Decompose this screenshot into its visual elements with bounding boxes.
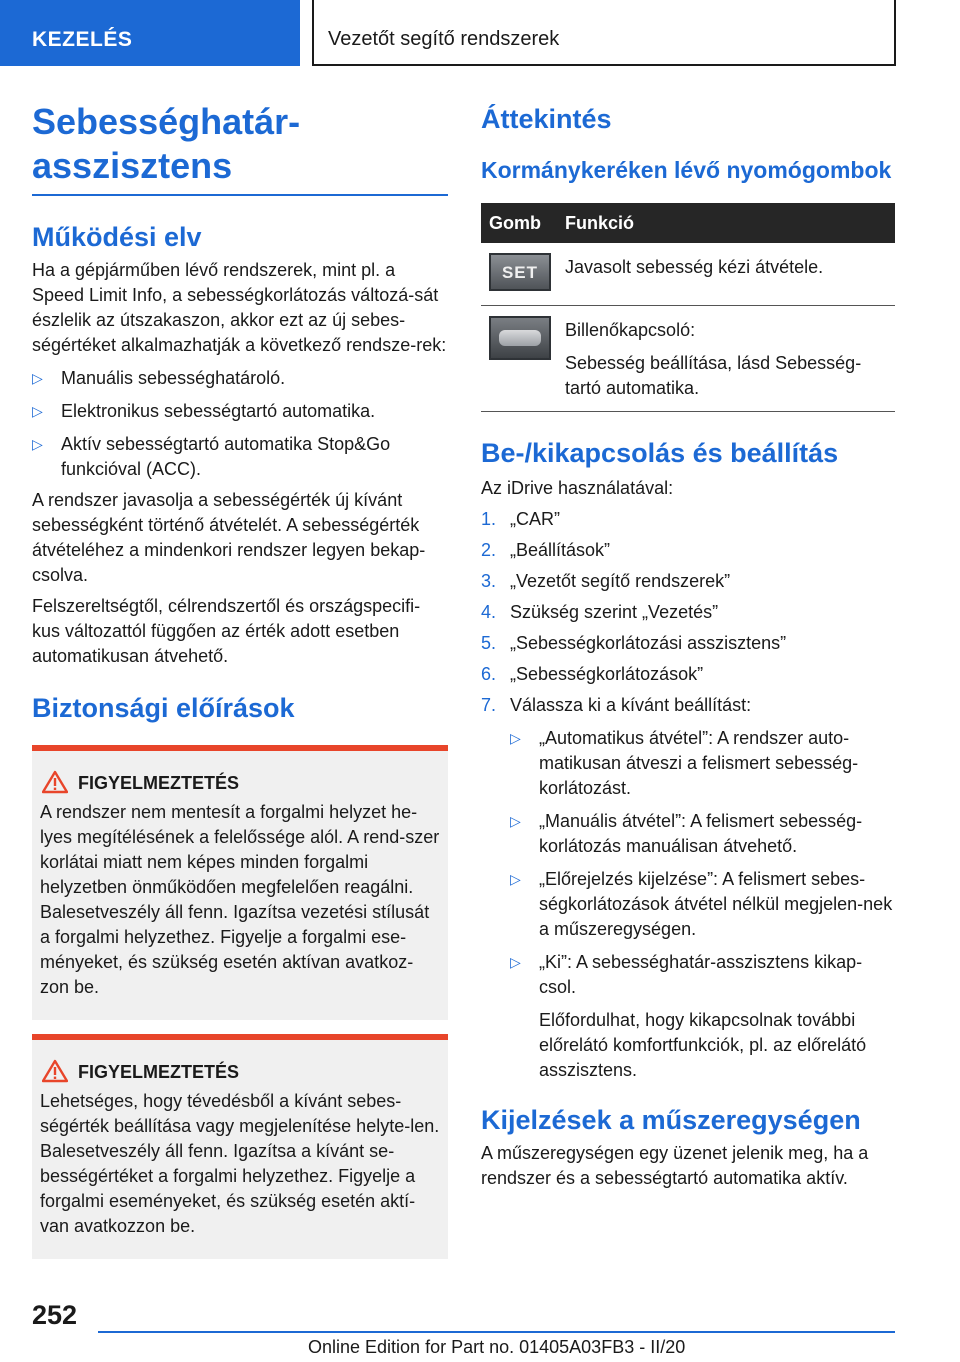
list-item: 6. „Sebességkorlátozások”	[481, 663, 704, 684]
footer-rule	[98, 1331, 895, 1333]
triangle-bullet-icon: ▷	[32, 436, 43, 452]
page-title-line2: asszisztens	[32, 145, 233, 186]
table-row	[481, 243, 895, 305]
function-cell: Javasolt sebesség kézi átvétele.	[557, 243, 895, 305]
warning-triangle-icon	[42, 1059, 68, 1083]
warning-box	[32, 1034, 448, 1259]
options-list	[510, 726, 895, 1083]
list-item: ▷ „Előrejelzés kijelzése”: A felismert sebes-ségkorlátozások átvétel nélkül megjelen-nek a műszeregységen.	[510, 868, 893, 939]
left-column	[32, 100, 448, 1259]
triangle-bullet-icon: ▷	[510, 870, 521, 887]
page-number: 252	[32, 1300, 78, 1330]
list-item: 3. „Vezetőt segítő rendszerek”	[481, 570, 731, 591]
display-text: A műszeregységen egy üzenet jelenik meg, ha a rendszer és a sebességtartó automatika aktív.	[481, 1142, 869, 1188]
principle-para2: Felszereltségtől, célrendszertől és országspecifi-kus változattól függően az érték adott esetben automatikusan átvehető.	[32, 596, 421, 666]
list-item: ▷ Manuális sebességhatároló.	[32, 366, 448, 391]
rocker-switch-icon	[489, 316, 551, 360]
function-cell: Billenőkapcsoló: Sebesség beállítása, lásd Sebesség-tartó automatika.	[557, 305, 895, 411]
steps-list	[481, 507, 895, 718]
set-button-icon: SET	[489, 253, 551, 291]
triangle-bullet-icon: ▷	[510, 953, 521, 970]
buttons-heading: Kormánykeréken lévő nyomógombok	[481, 157, 892, 183]
list-item: 2. „Beállítások”	[481, 539, 611, 560]
principle-intro: Ha a gépjárműben lévő rendszerek, mint pl. a Speed Limit Info, a sebességkorlátozás változá-sát észlelik az útszakaszon, akkor ezt az új sebes-ségértéket alkalmazhatják a következő rendsze-rek:	[32, 260, 447, 355]
list-item: ▷ Elektronikus sebességtartó automatika.	[32, 399, 448, 424]
safety-heading: Biztonsági előírások	[32, 693, 295, 723]
principle-heading: Működési elv	[32, 222, 202, 252]
list-item: ▷ „Ki”: A sebességhatár-asszisztens kikap-csol. Előfordulhat, hogy kikapcsolnak további előrelátó komfortfunkciók, pl. az előrelátó asszisztens.	[510, 950, 895, 1083]
warning-text: Lehetséges, hogy tévedésből a kívánt sebes-ségérték beállítása vagy megjelenítése helyte-len. Balesetveszély áll fenn. Igazítsa a kívánt se-bességértéket a forgalmi helyzethez. Figyelje a forgalmi eseményeket, és szükség esetén aktí-van avatkozzon be.	[40, 1091, 440, 1236]
page-title	[32, 100, 448, 188]
triangle-bullet-icon: ▷	[510, 812, 521, 829]
table-header-row	[481, 203, 895, 243]
page-header	[0, 0, 960, 66]
edition-text: Online Edition for Part no. 01405A03FB3 - II/20	[308, 1337, 686, 1357]
table-row	[481, 305, 895, 411]
list-item: ▷ „Automatikus átvétel”: A rendszer auto-matikusan átveszi a felismert sebesség-korlátozást.	[510, 727, 859, 798]
list-item: 7. Válassza ki a kívánt beállítást:	[481, 694, 752, 715]
chapter-label: Vezetőt segítő rendszerek	[328, 28, 560, 50]
principle-para1: A rendszer javasolja a sebességérték új kívánt sebességként történő átvételét. A sebességérték átvételéhez a mindenkori rendszer legyen bekap-csolva.	[32, 490, 426, 585]
title-rule	[32, 194, 448, 196]
warning-title: FIGYELMEZTETÉS	[78, 773, 440, 794]
page-title-line1: Sebességhatár-	[32, 101, 301, 142]
chapter-tab	[312, 0, 896, 66]
option-note: Előfordulhat, hogy kikapcsolnak további előrelátó komfortfunkciók, pl. az előrelátó asszisztens.	[539, 1009, 867, 1080]
onoff-intro: Az iDrive használatával:	[481, 477, 674, 498]
list-item: 4. Szükség szerint „Vezetés”	[481, 601, 719, 622]
warning-box	[32, 745, 448, 1020]
buttons-table	[481, 203, 895, 412]
list-item: ▷ „Manuális átvétel”: A felismert sebesség-korlátozás manuálisan átvehető.	[510, 810, 863, 856]
list-item: 1. „CAR”	[481, 508, 560, 529]
section-tab	[0, 0, 300, 66]
col-header-function: Funkció	[557, 203, 895, 243]
overview-heading: Áttekintés	[481, 104, 612, 134]
warning-text: A rendszer nem mentesít a forgalmi helyzet he-lyes megítélésének a felelőssége alól. A rend-szer korlátai miatt nem képes minden forgalmi helyzetben önműködően megfelelően reagálni. Balesetveszély áll fenn. Igazítsa vezetési stílusát a forgalmi helyzethez. Figyelje a forgalmi ese-ményeket, és szükség esetén aktívan avatkoz-zon be.	[40, 802, 440, 997]
right-column	[481, 100, 895, 1191]
button-cell	[481, 243, 557, 305]
warning-triangle-icon	[42, 770, 68, 794]
triangle-bullet-icon: ▷	[32, 403, 43, 419]
display-heading: Kijelzések a műszeregységen	[481, 1104, 861, 1135]
col-header-button: Gomb	[481, 203, 557, 243]
section-label: KEZELÉS	[32, 28, 133, 51]
triangle-bullet-icon: ▷	[510, 729, 521, 746]
list-item: ▷ Aktív sebességtartó automatika Stop&Go funkcióval (ACC).	[32, 434, 391, 479]
warning-title: FIGYELMEZTETÉS	[78, 1062, 440, 1083]
onoff-heading: Be-/kikapcsolás és beállítás	[481, 437, 839, 468]
list-item: 5. „Sebességkorlátozási asszisztens”	[481, 632, 787, 653]
system-list	[32, 366, 448, 482]
triangle-bullet-icon: ▷	[32, 370, 43, 386]
button-cell	[481, 305, 557, 411]
